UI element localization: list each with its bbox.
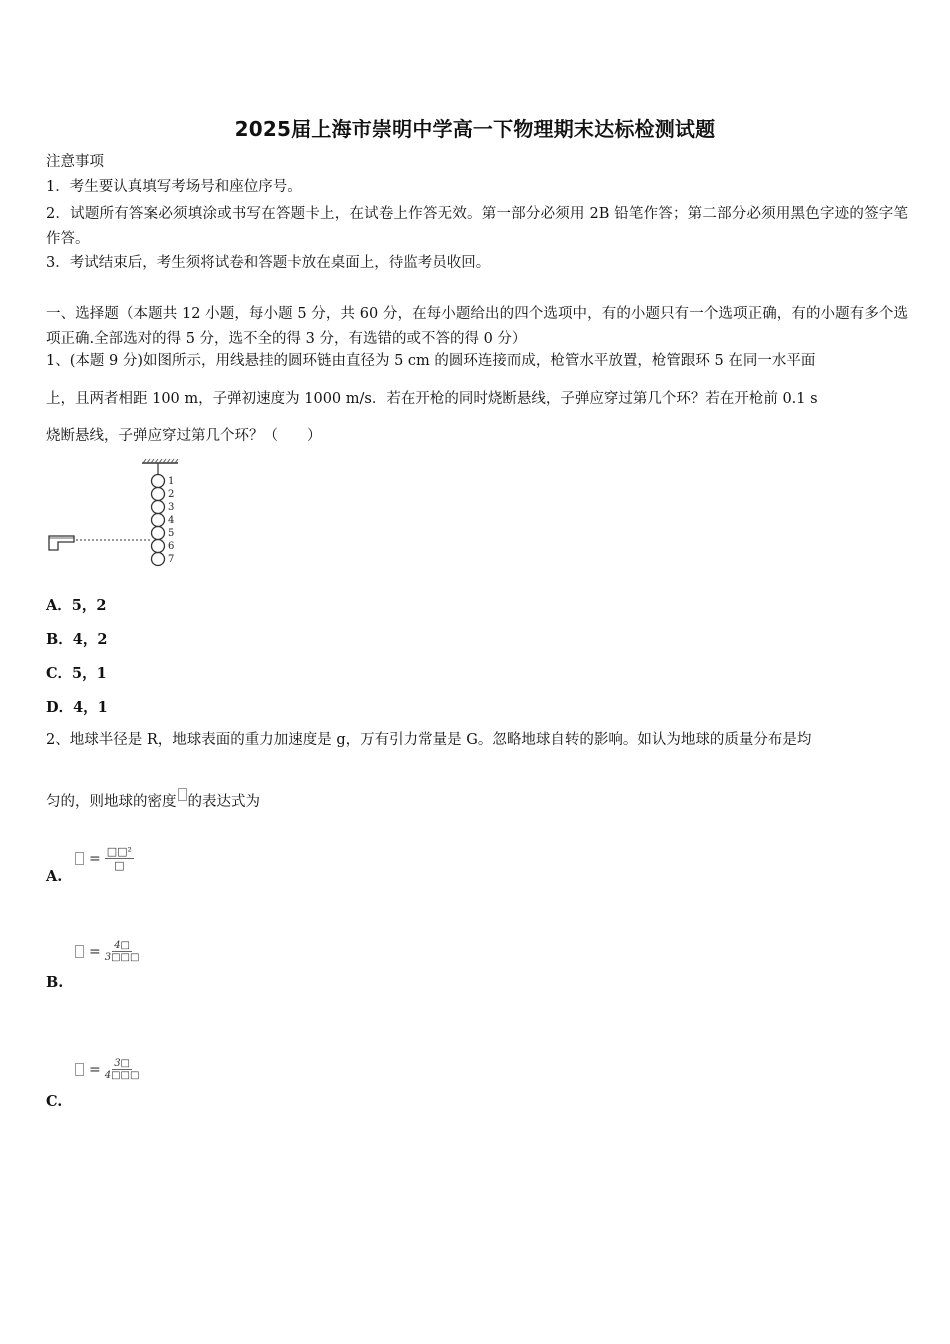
q1-option-d[interactable]: D．4，1: [46, 699, 108, 716]
q2-formula-a: = □□² □: [74, 845, 134, 872]
rings-group: [152, 475, 165, 566]
ring-labels-group: [168, 476, 174, 565]
q1-option-c[interactable]: C．5，1: [46, 665, 107, 682]
formula-rho-icon: [75, 945, 84, 958]
notice-item-1: 1．考生要认真填写考场号和座位序号。: [46, 179, 302, 195]
ring-label-1: 1: [168, 476, 175, 487]
ring-7: [152, 553, 165, 566]
ring-label-6: 6: [168, 541, 175, 552]
ring-3: [152, 501, 165, 514]
q2-formula-c: = $\frac{3□}{4□□□}$: [74, 1058, 139, 1081]
page-title: 2025届上海市崇明中学高一下物理期末达标检测试题: [234, 117, 716, 141]
formula-b-numerator: 4□: [114, 940, 130, 951]
ring-label-7: 7: [168, 554, 175, 565]
formula-rho-icon: [75, 852, 84, 865]
formula-b-denominator: 3□□□: [104, 952, 140, 963]
ring-chain-diagram: [46, 455, 196, 570]
q1-line-1: 1、(本题 9 分)如图所示，用线悬挂的圆环链由直径为 5 cm 的圆环连接而成，枪管水平放置，枪管跟环 5 在同一水平面: [46, 353, 816, 369]
q2-option-a[interactable]: A.: [46, 868, 63, 885]
q2-line-2-end: 的表达式为: [187, 794, 260, 810]
ring-label-4: 4: [168, 515, 175, 526]
q2-line-1: 2、地球半径是 R，地球表面的重力加速度是 g，万有引力常量是 G。忽略地球自转的影响。如认为地球的质量分布是均: [46, 732, 812, 748]
notice-item-3: 3．考试结束后，考生须将试卷和答题卡放在桌面上，待监考员收回。: [46, 255, 491, 271]
notice-heading: 注意事项: [46, 154, 104, 170]
q2-line-2-start: 匀的，则地球的密度: [46, 794, 177, 810]
q1-line-2: 上，且两者相距 100 m，子弹初速度为 1000 m/s．若在开枪的同时烧断悬线，子弹应穿过第几个环？若在开枪前 0.1 s: [46, 391, 818, 407]
formula-a-denominator: □: [114, 859, 125, 872]
formula-c-numerator: 3□: [114, 1058, 130, 1069]
q2-line-2: [46, 792, 908, 812]
ring-chain-figure: [46, 455, 196, 570]
ring-1: [152, 475, 165, 488]
q1-line-3: 烧断悬线，子弹应穿过第几个环？（ ）: [46, 428, 322, 444]
q2-formula-b: = $\frac{4□}{3□□□}$: [74, 940, 139, 963]
q1-option-b[interactable]: B．4，2: [46, 631, 108, 648]
q2-option-c[interactable]: C.: [46, 1093, 63, 1110]
ring-label-2: 2: [168, 489, 175, 500]
formula-c-denominator: 4□□□: [104, 1070, 140, 1081]
notice-item-2: 2．试题所有答案必须填涂或书写在答题卡上，在试卷上作答无效。第一部分必须用 2B 铅笔作答；第二部分必须用黑色字迹的签字笔作答。: [46, 206, 908, 247]
ring-label-5: 5: [168, 528, 175, 539]
ring-6: [152, 540, 165, 553]
ring-label-3: 3: [168, 502, 175, 513]
ring-5: [152, 527, 165, 540]
rho-placeholder-icon: [178, 788, 187, 801]
formula-rho-icon: [75, 1063, 84, 1076]
q1-option-a[interactable]: A．5，2: [46, 597, 107, 614]
section-heading: 一、选择题（本题共 12 小题，每小题 5 分，共 60 分，在每小题给出的四个选项中，有的小题只有一个选项正确，有的小题有多个选项正确.全部选对的得 5 分，选不全的得 3 分，有选错的或不答的得 0 分）: [46, 306, 908, 347]
q2-option-b[interactable]: B.: [46, 974, 64, 991]
ring-2: [152, 488, 165, 501]
ring-4: [152, 514, 165, 527]
formula-a-numerator: □□²: [106, 845, 132, 858]
